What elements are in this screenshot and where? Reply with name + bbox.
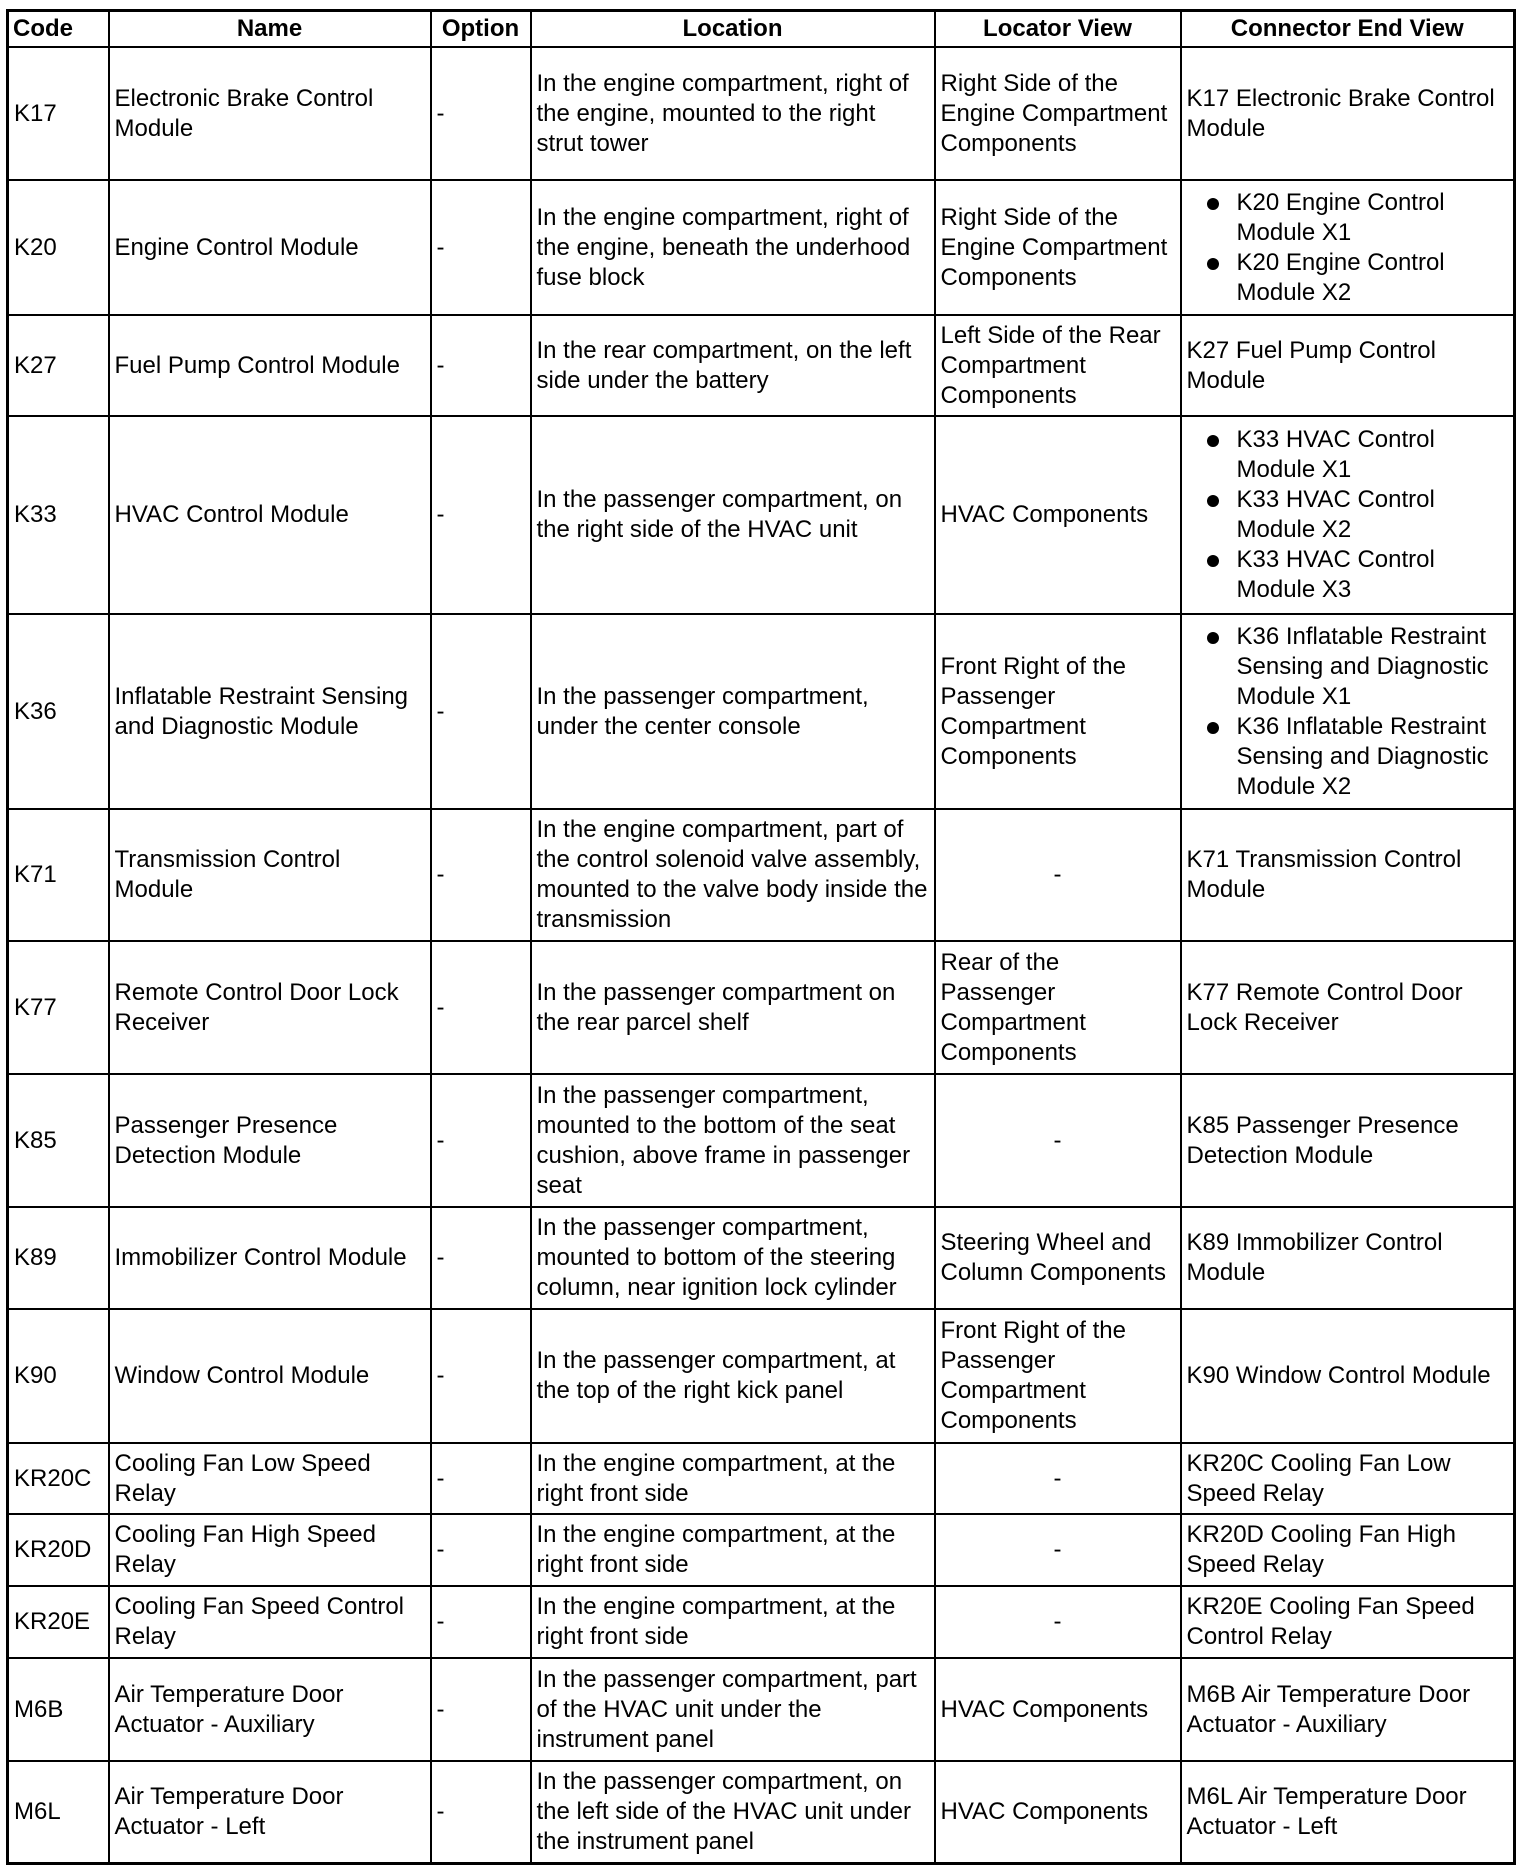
- cell-code: K27: [8, 315, 109, 416]
- table-row: [8, 1761, 1515, 1863]
- cell-connector-end-view: [1181, 180, 1515, 315]
- cell-connector-end-view: K71 Transmission Control Module: [1181, 809, 1515, 941]
- cell-name: Window Control Module: [109, 1309, 431, 1443]
- cell-name: Engine Control Module: [109, 180, 431, 315]
- cell-option: -: [431, 315, 531, 416]
- cell-locator-view: Right Side of the Engine Compartment Components: [935, 47, 1181, 180]
- header-name: Name: [109, 11, 431, 48]
- cell-locator-view: -: [935, 809, 1181, 941]
- cell-code: K33: [8, 416, 109, 614]
- cell-locator-view: Front Right of the Passenger Compartment Components: [935, 1309, 1181, 1443]
- cell-locator-view: -: [935, 1586, 1181, 1658]
- cell-code: M6B: [8, 1658, 109, 1761]
- cell-code: K90: [8, 1309, 109, 1443]
- cell-connector-end-view: K27 Fuel Pump Control Module: [1181, 315, 1515, 416]
- cell-location: In the passenger compartment, mounted to the bottom of the seat cushion, above frame in passenger seat: [531, 1074, 935, 1207]
- cell-locator-view: Right Side of the Engine Compartment Components: [935, 180, 1181, 315]
- cell-code: K36: [8, 614, 109, 809]
- cell-connector-end-view: K17 Electronic Brake Control Module: [1181, 47, 1515, 180]
- cell-option: -: [431, 1586, 531, 1658]
- cell-connector-end-view: KR20D Cooling Fan High Speed Relay: [1181, 1514, 1515, 1586]
- table-row: [8, 1586, 1515, 1658]
- table-body: [8, 47, 1515, 1863]
- connector-list-item: K20 Engine Control Module X2: [1187, 248, 1509, 308]
- cell-name: Cooling Fan Speed Control Relay: [109, 1586, 431, 1658]
- cell-connector-end-view: [1181, 614, 1515, 809]
- table-row: [8, 809, 1515, 941]
- cell-locator-view: HVAC Components: [935, 1658, 1181, 1761]
- cell-connector-end-view: K77 Remote Control Door Lock Receiver: [1181, 941, 1515, 1074]
- cell-location: In the passenger compartment, under the center console: [531, 614, 935, 809]
- cell-code: KR20E: [8, 1586, 109, 1658]
- cell-locator-view: -: [935, 1443, 1181, 1514]
- table-row: [8, 315, 1515, 416]
- cell-option: -: [431, 809, 531, 941]
- cell-code: K77: [8, 941, 109, 1074]
- cell-connector-end-view: K89 Immobilizer Control Module: [1181, 1207, 1515, 1309]
- cell-locator-view: -: [935, 1074, 1181, 1207]
- connector-list-item: K33 HVAC Control Module X2: [1187, 485, 1509, 545]
- cell-option: -: [431, 1761, 531, 1863]
- cell-option: -: [431, 1207, 531, 1309]
- component-locator-table: [6, 9, 1516, 1865]
- cell-name: Transmission Control Module: [109, 809, 431, 941]
- cell-locator-view: Rear of the Passenger Compartment Components: [935, 941, 1181, 1074]
- cell-option: -: [431, 1658, 531, 1761]
- cell-connector-end-view: KR20E Cooling Fan Speed Control Relay: [1181, 1586, 1515, 1658]
- cell-code: K89: [8, 1207, 109, 1309]
- table-row: [8, 1658, 1515, 1761]
- cell-code: M6L: [8, 1761, 109, 1863]
- cell-locator-view: HVAC Components: [935, 416, 1181, 614]
- connector-list: [1187, 622, 1509, 802]
- cell-name: Fuel Pump Control Module: [109, 315, 431, 416]
- cell-connector-end-view: K85 Passenger Presence Detection Module: [1181, 1074, 1515, 1207]
- cell-name: Cooling Fan High Speed Relay: [109, 1514, 431, 1586]
- table-row: [8, 1443, 1515, 1514]
- table-row: [8, 941, 1515, 1074]
- header-code: Code: [8, 11, 109, 48]
- cell-option: -: [431, 1514, 531, 1586]
- cell-location: In the engine compartment, at the right front side: [531, 1514, 935, 1586]
- table-row: [8, 1309, 1515, 1443]
- connector-list-item: K33 HVAC Control Module X3: [1187, 545, 1509, 605]
- connector-list: [1187, 188, 1509, 308]
- table-row: [8, 614, 1515, 809]
- cell-location: In the engine compartment, right of the engine, beneath the underhood fuse block: [531, 180, 935, 315]
- cell-option: -: [431, 180, 531, 315]
- header-row: [8, 11, 1515, 48]
- cell-name: Air Temperature Door Actuator - Left: [109, 1761, 431, 1863]
- cell-option: -: [431, 941, 531, 1074]
- header-locator-view: Locator View: [935, 11, 1181, 48]
- cell-location: In the rear compartment, on the left side under the battery: [531, 315, 935, 416]
- cell-location: In the passenger compartment, at the top of the right kick panel: [531, 1309, 935, 1443]
- cell-code: KR20C: [8, 1443, 109, 1514]
- cell-locator-view: -: [935, 1514, 1181, 1586]
- connector-list-item: K33 HVAC Control Module X1: [1187, 425, 1509, 485]
- table-row: [8, 416, 1515, 614]
- table-row: [8, 1207, 1515, 1309]
- connector-list-item: K36 Inflatable Restraint Sensing and Diagnostic Module X1: [1187, 622, 1509, 712]
- cell-location: In the engine compartment, part of the control solenoid valve assembly, mounted to the valve body inside the transmission: [531, 809, 935, 941]
- cell-name: HVAC Control Module: [109, 416, 431, 614]
- cell-name: Immobilizer Control Module: [109, 1207, 431, 1309]
- cell-name: Passenger Presence Detection Module: [109, 1074, 431, 1207]
- table-row: [8, 180, 1515, 315]
- table-header: [8, 11, 1515, 48]
- cell-connector-end-view: KR20C Cooling Fan Low Speed Relay: [1181, 1443, 1515, 1514]
- cell-option: -: [431, 1309, 531, 1443]
- component-table-wrapper: [6, 9, 1516, 1865]
- connector-list-item: K20 Engine Control Module X1: [1187, 188, 1509, 248]
- cell-name: Electronic Brake Control Module: [109, 47, 431, 180]
- cell-location: In the engine compartment, at the right front side: [531, 1586, 935, 1658]
- cell-option: -: [431, 47, 531, 180]
- cell-option: -: [431, 416, 531, 614]
- cell-locator-view: Front Right of the Passenger Compartment Components: [935, 614, 1181, 809]
- header-location: Location: [531, 11, 935, 48]
- cell-locator-view: HVAC Components: [935, 1761, 1181, 1863]
- cell-code: K71: [8, 809, 109, 941]
- connector-list-item: K36 Inflatable Restraint Sensing and Diagnostic Module X2: [1187, 712, 1509, 802]
- cell-connector-end-view: M6B Air Temperature Door Actuator - Auxiliary: [1181, 1658, 1515, 1761]
- cell-code: KR20D: [8, 1514, 109, 1586]
- header-connector-end-view: Connector End View: [1181, 11, 1515, 48]
- cell-location: In the passenger compartment, on the right side of the HVAC unit: [531, 416, 935, 614]
- connector-list: [1187, 425, 1509, 605]
- cell-location: In the engine compartment, right of the engine, mounted to the right strut tower: [531, 47, 935, 180]
- cell-location: In the engine compartment, at the right front side: [531, 1443, 935, 1514]
- cell-connector-end-view: K90 Window Control Module: [1181, 1309, 1515, 1443]
- cell-name: Air Temperature Door Actuator - Auxiliary: [109, 1658, 431, 1761]
- cell-name: Remote Control Door Lock Receiver: [109, 941, 431, 1074]
- table-row: [8, 47, 1515, 180]
- cell-locator-view: Steering Wheel and Column Components: [935, 1207, 1181, 1309]
- cell-location: In the passenger compartment, part of the HVAC unit under the instrument panel: [531, 1658, 935, 1761]
- table-row: [8, 1514, 1515, 1586]
- cell-location: In the passenger compartment on the rear parcel shelf: [531, 941, 935, 1074]
- cell-locator-view: Left Side of the Rear Compartment Components: [935, 315, 1181, 416]
- cell-code: K17: [8, 47, 109, 180]
- cell-code: K85: [8, 1074, 109, 1207]
- header-option: Option: [431, 11, 531, 48]
- cell-option: -: [431, 1443, 531, 1514]
- cell-location: In the passenger compartment, mounted to bottom of the steering column, near ignition lock cylinder: [531, 1207, 935, 1309]
- cell-code: K20: [8, 180, 109, 315]
- cell-option: -: [431, 1074, 531, 1207]
- cell-option: -: [431, 614, 531, 809]
- cell-connector-end-view: M6L Air Temperature Door Actuator - Left: [1181, 1761, 1515, 1863]
- cell-name: Inflatable Restraint Sensing and Diagnostic Module: [109, 614, 431, 809]
- table-row: [8, 1074, 1515, 1207]
- cell-connector-end-view: [1181, 416, 1515, 614]
- cell-name: Cooling Fan Low Speed Relay: [109, 1443, 431, 1514]
- cell-location: In the passenger compartment, on the left side of the HVAC unit under the instrument panel: [531, 1761, 935, 1863]
